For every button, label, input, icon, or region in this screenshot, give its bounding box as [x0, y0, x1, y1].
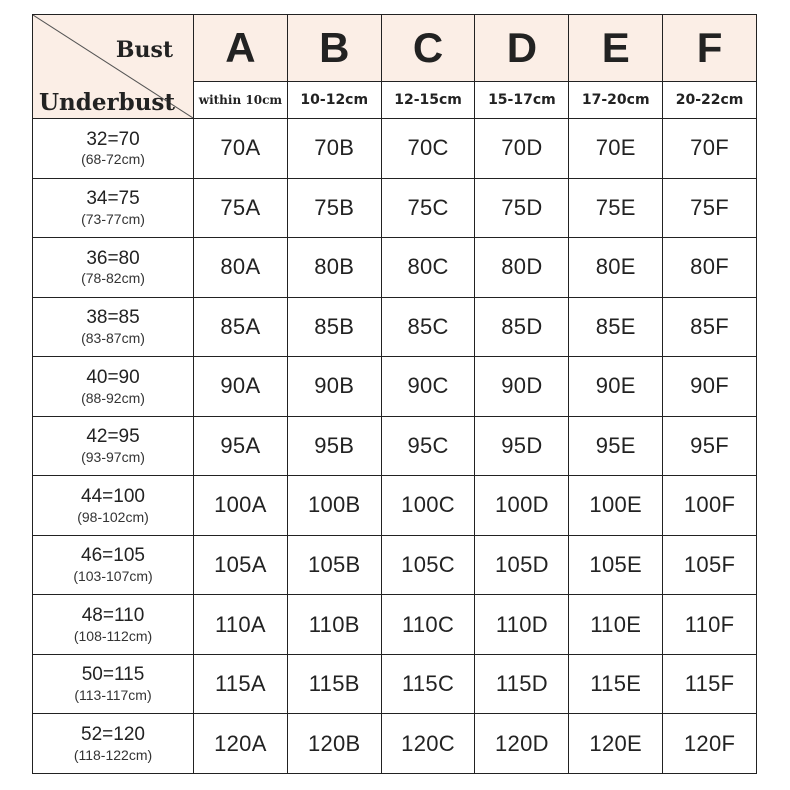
size-cell-f: 120F [663, 714, 757, 774]
size-cell-f: 115F [663, 654, 757, 714]
cup-letter-row [33, 15, 757, 82]
underbust-cell [33, 654, 194, 714]
table-row [33, 178, 757, 238]
table-row [33, 357, 757, 417]
underbust-range: (93-97cm) [81, 449, 145, 466]
size-cell-e: 90E [569, 357, 663, 417]
size-cell-d: 95D [475, 416, 569, 476]
size-cell-c: 105C [381, 535, 475, 595]
size-cell-c: 80C [381, 238, 475, 298]
size-cell-b: 100B [287, 476, 381, 536]
size-cell-c: 110C [381, 595, 475, 655]
underbust-range: (118-122cm) [73, 746, 153, 763]
size-cell-f: 110F [663, 595, 757, 655]
cup-range-c: 12-15cm [381, 82, 475, 119]
size-cell-c: 100C [381, 476, 475, 536]
size-cell-d: 120D [475, 714, 569, 774]
cup-letter-e: E [569, 15, 663, 82]
table-row [33, 297, 757, 357]
size-cell-e: 80E [569, 238, 663, 298]
size-cell-f: 95F [663, 416, 757, 476]
underbust-size: 34=75 [86, 188, 140, 210]
size-cell-a: 95A [194, 416, 288, 476]
table-row [33, 595, 757, 655]
size-cell-b: 90B [287, 357, 381, 417]
underbust-size: 40=90 [86, 366, 140, 388]
corner-header-cell [33, 15, 194, 119]
size-cell-a: 90A [194, 357, 288, 417]
underbust-cell [33, 357, 194, 417]
cup-letter-a: A [194, 15, 288, 82]
underbust-size: 32=70 [86, 128, 140, 150]
bust-label: Bust [115, 37, 173, 63]
underbust-range: (83-87cm) [81, 329, 145, 346]
size-cell-e: 110E [569, 595, 663, 655]
underbust-cell [33, 119, 194, 179]
table-row [33, 119, 757, 179]
size-cell-b: 85B [287, 297, 381, 357]
underbust-size: 50=115 [81, 664, 145, 686]
underbust-size: 46=105 [81, 545, 145, 567]
size-cell-a: 75A [194, 178, 288, 238]
size-cell-b: 115B [287, 654, 381, 714]
size-cell-b: 105B [287, 535, 381, 595]
table-row [33, 714, 757, 774]
underbust-size: 52=120 [81, 724, 145, 746]
size-cell-f: 85F [663, 297, 757, 357]
size-cell-d: 70D [475, 119, 569, 179]
table-row [33, 416, 757, 476]
size-cell-d: 105D [475, 535, 569, 595]
underbust-range: (103-107cm) [73, 568, 153, 585]
table-row [33, 535, 757, 595]
size-cell-a: 105A [194, 535, 288, 595]
size-cell-f: 90F [663, 357, 757, 417]
size-cell-b: 110B [287, 595, 381, 655]
underbust-cell [33, 178, 194, 238]
size-cell-f: 80F [663, 238, 757, 298]
size-cell-c: 120C [381, 714, 475, 774]
cup-range-d: 15-17cm [475, 82, 569, 119]
size-cell-d: 110D [475, 595, 569, 655]
underbust-range: (68-72cm) [81, 151, 145, 168]
underbust-size: 42=95 [86, 426, 140, 448]
size-cell-c: 85C [381, 297, 475, 357]
size-cell-c: 90C [381, 357, 475, 417]
size-cell-a: 110A [194, 595, 288, 655]
size-cell-e: 95E [569, 416, 663, 476]
underbust-cell [33, 238, 194, 298]
underbust-cell [33, 535, 194, 595]
size-cell-f: 100F [663, 476, 757, 536]
size-cell-a: 120A [194, 714, 288, 774]
underbust-range: (88-92cm) [81, 389, 145, 406]
underbust-cell [33, 297, 194, 357]
size-cell-f: 70F [663, 119, 757, 179]
underbust-range: (78-82cm) [81, 270, 145, 287]
size-cell-e: 120E [569, 714, 663, 774]
size-cell-e: 70E [569, 119, 663, 179]
size-cell-e: 100E [569, 476, 663, 536]
size-cell-c: 75C [381, 178, 475, 238]
size-cell-f: 105F [663, 535, 757, 595]
size-cell-a: 80A [194, 238, 288, 298]
underbust-size: 38=85 [86, 307, 140, 329]
underbust-cell [33, 476, 194, 536]
cup-range-b: 10-12cm [287, 82, 381, 119]
size-cell-e: 85E [569, 297, 663, 357]
underbust-range: (113-117cm) [74, 687, 152, 704]
underbust-size: 48=110 [81, 604, 145, 626]
size-cell-b: 80B [287, 238, 381, 298]
underbust-range: (73-77cm) [81, 210, 145, 227]
size-cell-e: 105E [569, 535, 663, 595]
cup-letter-b: B [287, 15, 381, 82]
size-cell-d: 75D [475, 178, 569, 238]
size-cell-e: 115E [569, 654, 663, 714]
table-row [33, 654, 757, 714]
cup-letter-c: C [381, 15, 475, 82]
size-cell-d: 115D [475, 654, 569, 714]
underbust-cell [33, 416, 194, 476]
size-cell-a: 85A [194, 297, 288, 357]
cup-range-a: within 10cm [194, 82, 288, 119]
size-cell-b: 70B [287, 119, 381, 179]
size-cell-e: 75E [569, 178, 663, 238]
underbust-label: Underbust [39, 89, 175, 116]
cup-range-e: 17-20cm [569, 82, 663, 119]
bra-size-chart [32, 14, 757, 774]
size-rows [33, 119, 757, 774]
size-cell-a: 115A [194, 654, 288, 714]
size-cell-d: 80D [475, 238, 569, 298]
underbust-range: (108-112cm) [73, 627, 153, 644]
size-cell-c: 115C [381, 654, 475, 714]
underbust-cell [33, 714, 194, 774]
size-cell-b: 120B [287, 714, 381, 774]
table-row [33, 238, 757, 298]
size-cell-f: 75F [663, 178, 757, 238]
size-cell-b: 75B [287, 178, 381, 238]
size-cell-d: 100D [475, 476, 569, 536]
size-cell-d: 85D [475, 297, 569, 357]
underbust-range: (98-102cm) [77, 508, 149, 525]
underbust-cell [33, 595, 194, 655]
size-cell-b: 95B [287, 416, 381, 476]
size-cell-c: 70C [381, 119, 475, 179]
underbust-size: 36=80 [86, 247, 140, 269]
size-cell-c: 95C [381, 416, 475, 476]
cup-letter-f: F [663, 15, 757, 82]
table-row [33, 476, 757, 536]
size-cell-a: 100A [194, 476, 288, 536]
size-cell-d: 90D [475, 357, 569, 417]
size-cell-a: 70A [194, 119, 288, 179]
cup-range-f: 20-22cm [663, 82, 757, 119]
cup-letter-d: D [475, 15, 569, 82]
underbust-size: 44=100 [81, 485, 145, 507]
